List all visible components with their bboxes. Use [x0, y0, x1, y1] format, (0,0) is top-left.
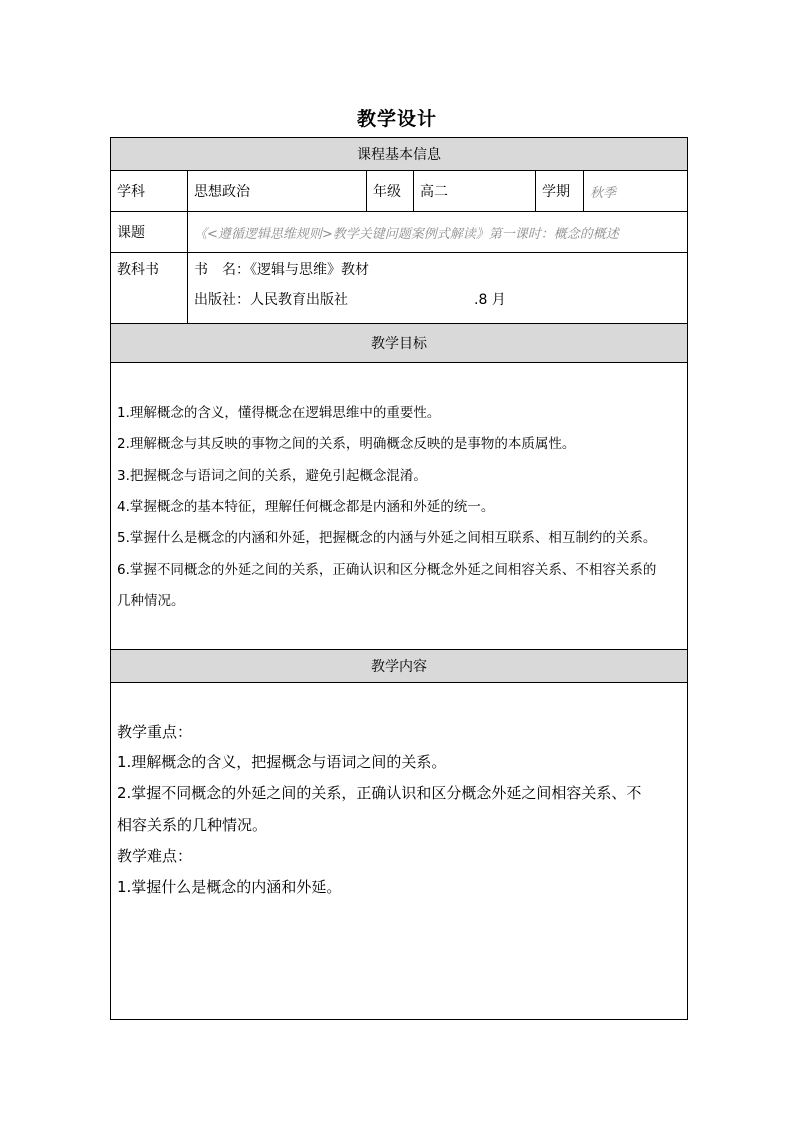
list-item: 4.掌握概念的基本特征，理解任何概念都是内涵和外延的统一。	[117, 499, 495, 515]
list-item: 几种情况。	[117, 593, 185, 609]
list-item: 6.掌握不同概念的外延之间的关系，正确认识和区分概念外延之间相容关系、不相容关系的	[117, 562, 657, 578]
divider	[535, 171, 536, 211]
difficult-points-label: 教学难点：	[117, 847, 193, 865]
list-item: 5.掌握什么是概念的内涵和外延，把握概念的内涵与外延之间相互联系、相互制约的关系。	[117, 530, 657, 546]
section-header-objectives: 教学目标	[111, 323, 687, 363]
list-item: 2.掌握不同概念的外延之间的关系，正确认识和区分概念外延之间相容关系、不	[117, 784, 642, 802]
divider	[187, 171, 188, 323]
divider	[583, 171, 584, 211]
term-value: 秋季	[590, 185, 617, 201]
divider	[366, 171, 367, 211]
divider	[413, 171, 414, 211]
list-item: 3.把握概念与语词之间的关系，避免引起概念混淆。	[117, 468, 427, 484]
textbook-name: 书 名：《逻辑与思维》教材	[194, 262, 369, 278]
term-label: 学期	[542, 184, 570, 200]
topic-label: 课题	[117, 225, 145, 241]
grade-value: 高二	[420, 184, 448, 200]
section-header-basic-info: 课程基本信息	[111, 138, 687, 171]
document-title: 教学设计	[356, 108, 437, 130]
topic-value: 《<遵循逻辑思维规则>教学关键问题案例式解读》第一课时：概念的概述	[194, 226, 619, 242]
list-item: 1.掌握什么是概念的内涵和外延。	[117, 878, 342, 896]
list-item: 相容关系的几种情况。	[117, 816, 268, 834]
divider	[111, 252, 687, 253]
section-header-content: 教学内容	[111, 649, 687, 683]
lesson-plan-table	[110, 137, 688, 1020]
list-item: 2.理解概念与其反映的事物之间的关系，明确概念反映的是事物的本质属性。	[117, 436, 576, 452]
textbook-publisher: 出版社：人民教育出版社 .8 月	[194, 292, 506, 308]
subject-value: 思想政治	[194, 184, 250, 200]
key-points-label: 教学重点：	[117, 723, 193, 741]
textbook-label: 教科书	[117, 262, 159, 278]
list-item: 1.理解概念的含义，懂得概念在逻辑思维中的重要性。	[117, 405, 441, 421]
grade-label: 年级	[373, 184, 401, 200]
list-item: 1.理解概念的含义，把握概念与语词之间的关系。	[117, 753, 447, 771]
subject-label: 学科	[117, 184, 145, 200]
